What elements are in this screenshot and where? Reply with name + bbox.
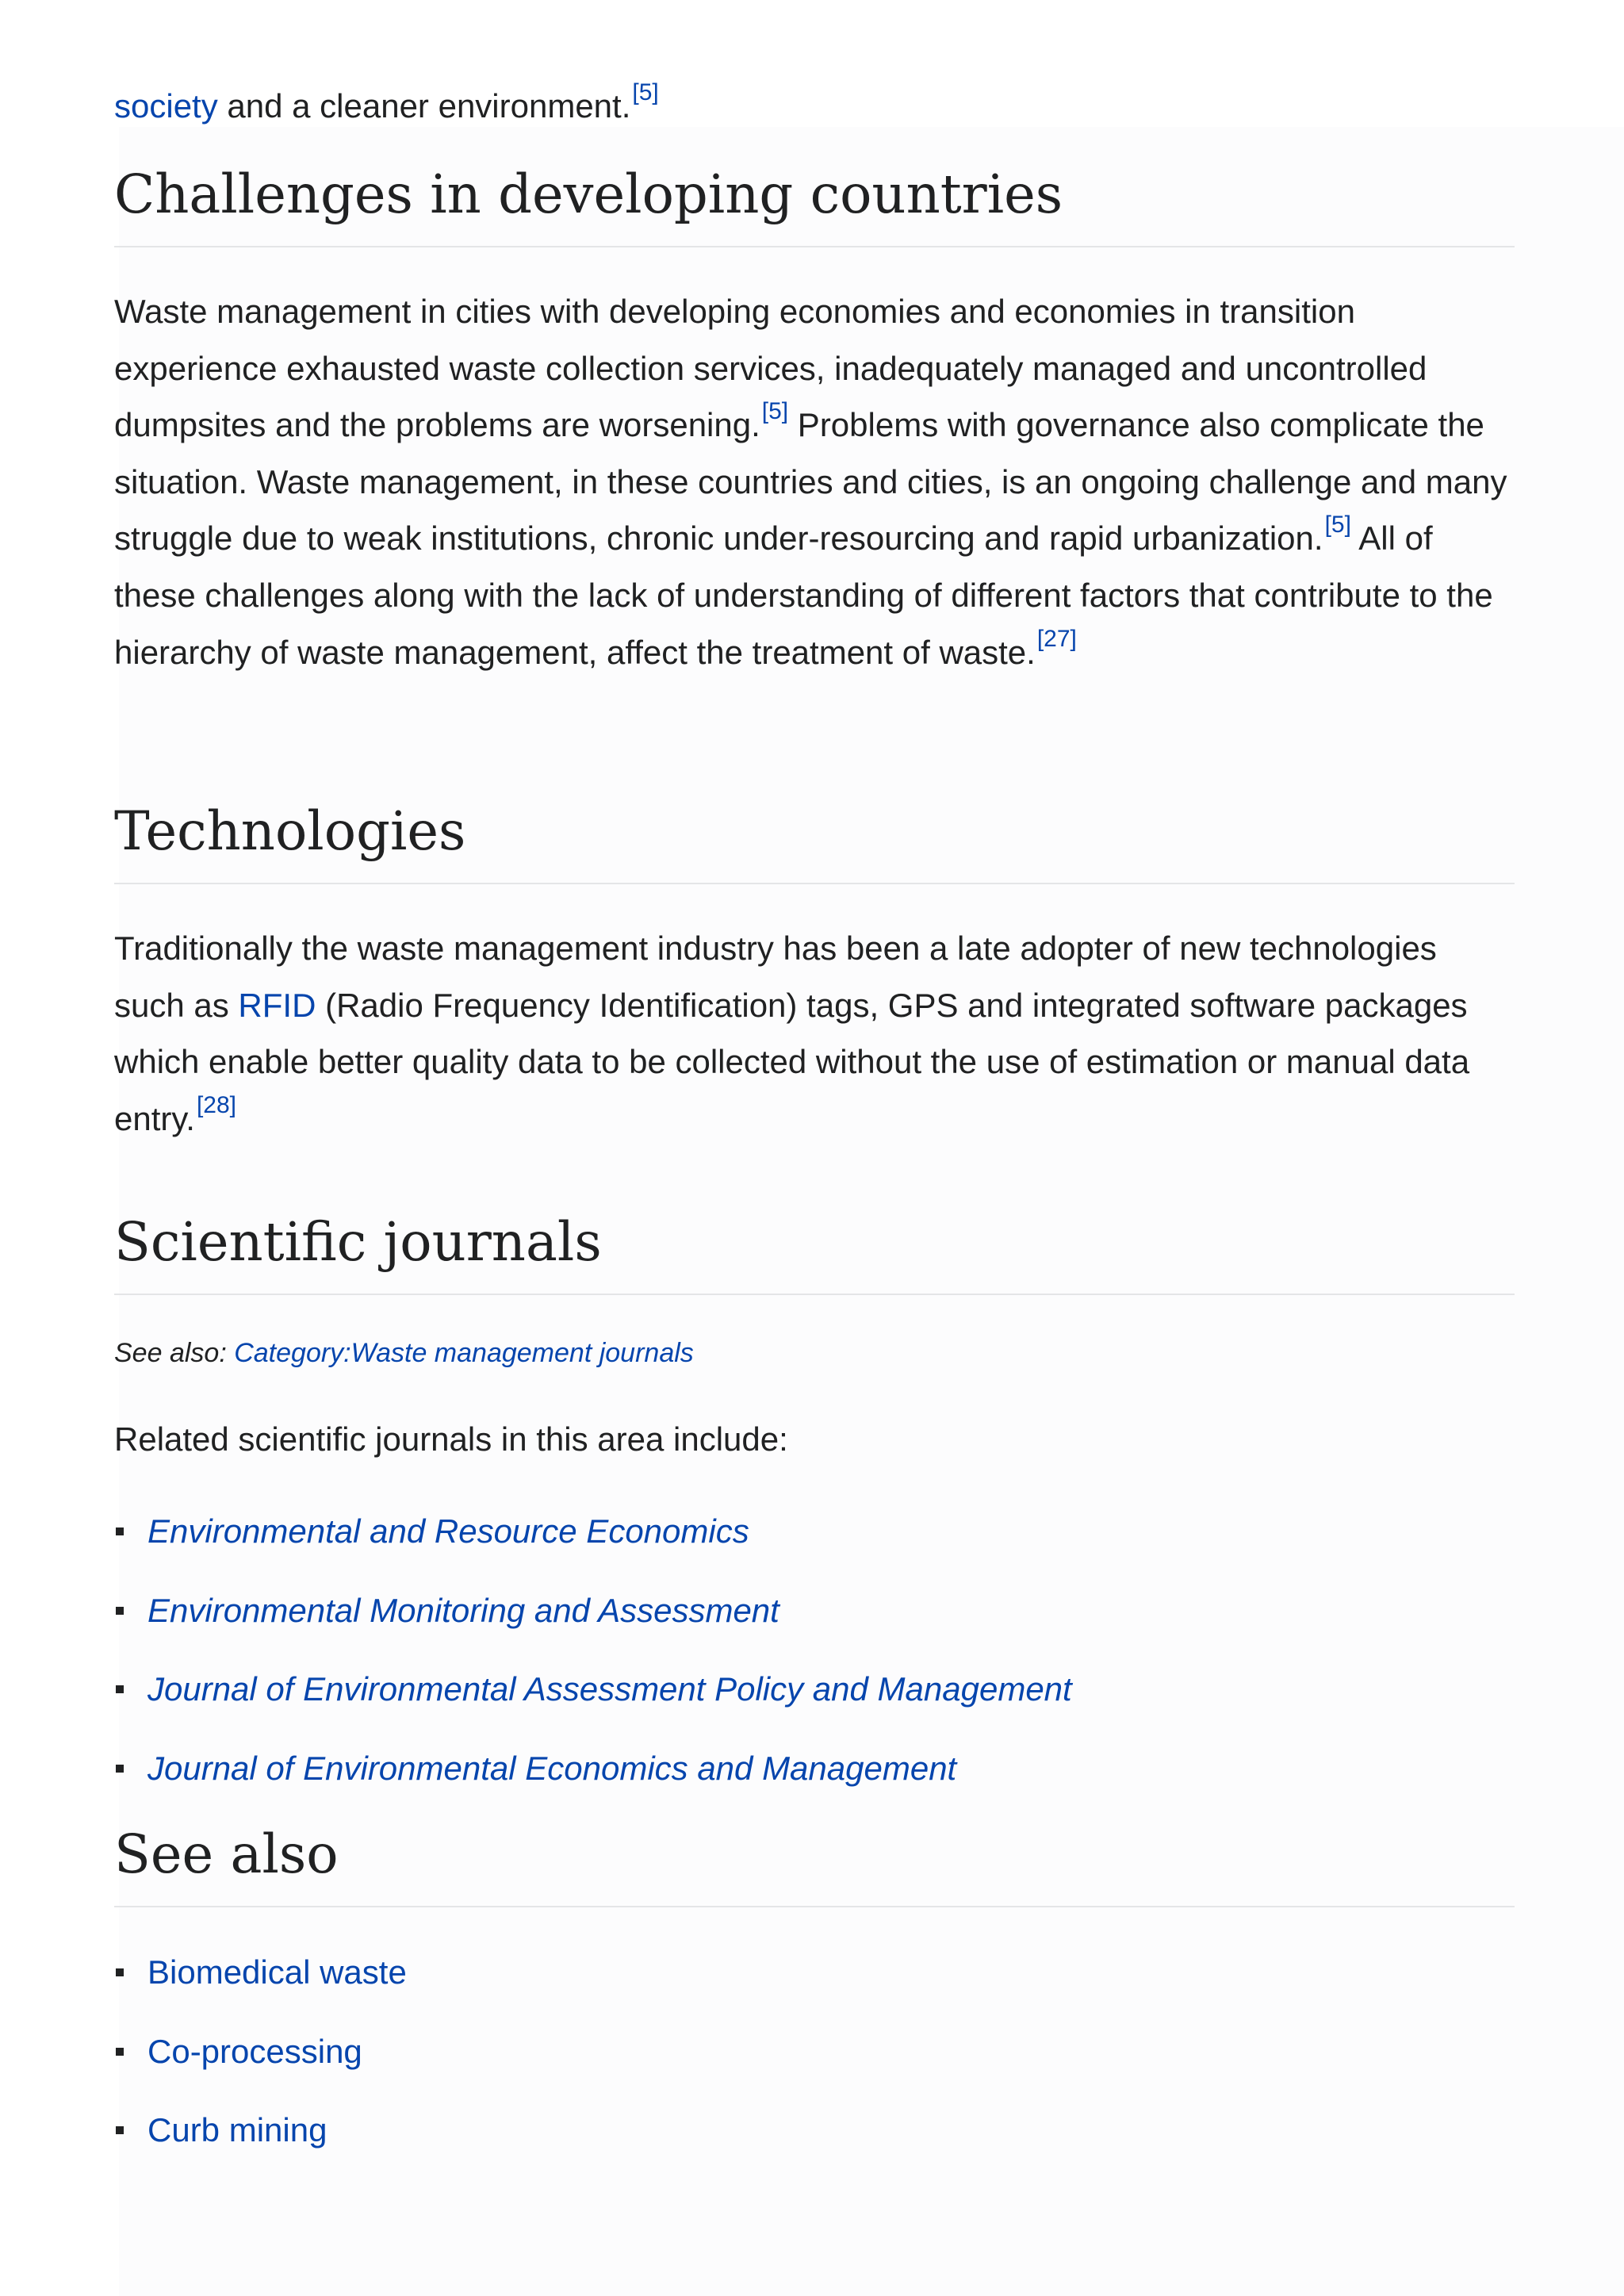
challenges-heading: Challenges in developing countries — [114, 159, 1515, 247]
lead-paragraph — [114, 81, 659, 132]
list-item — [114, 2012, 407, 2091]
reference-27[interactable] — [1037, 626, 1077, 652]
technologies-text-2: (Radio Frequency Identification) tags, GPS and integrated software packages which enable better quality data to be collected without the use of estimation or manual data entry. — [114, 986, 1470, 1137]
reference-link[interactable]: [28] — [196, 1091, 236, 1118]
challenges-text-1: Waste management in cities with developing economies and economies in transition experience exhausted waste collection services, inadequately managed and uncontrolled dumpsites and the problems are worsening. — [114, 293, 1427, 444]
reference-5[interactable] — [762, 398, 788, 424]
category-link[interactable]: Category:Waste management journals — [234, 1338, 694, 1368]
see-also-link[interactable]: Curb mining — [147, 2111, 327, 2148]
society-link[interactable]: society — [114, 87, 218, 125]
see-also-heading: See also — [114, 1819, 1515, 1907]
reference-link[interactable]: [27] — [1036, 625, 1077, 652]
list-item — [114, 1729, 1072, 1808]
see-also-link[interactable]: Biomedical waste — [147, 1953, 407, 1991]
bullet-icon — [116, 1968, 124, 1976]
journals-list — [114, 1492, 1072, 1807]
bullet-icon — [116, 1685, 124, 1693]
journal-link[interactable]: Journal of Environmental Assessment Policy and Management — [147, 1670, 1072, 1708]
challenges-text-2: Problems with governance also complicate the situation. Waste management, in these countries and cities, is an ongoing challenge and many struggle due to weak institutions, chronic under-resourcing and rapid urbanization. — [114, 406, 1507, 558]
bullet-icon — [116, 1527, 124, 1535]
reference-link[interactable]: [5] — [632, 79, 659, 105]
lead-text: and a cleaner environment. — [217, 87, 631, 125]
reference-link[interactable]: [5] — [1324, 512, 1351, 539]
list-item — [114, 1933, 407, 2012]
technologies-heading: Technologies — [114, 795, 1515, 884]
journal-link[interactable]: Environmental Monitoring and Assessment — [147, 1591, 779, 1629]
scientific-journals-heading: Scientific journals — [114, 1206, 1515, 1295]
hatnote-label: See also: — [114, 1338, 235, 1368]
list-item — [114, 1650, 1072, 1729]
see-also-list — [114, 1933, 407, 2170]
journals-intro: Related scientific journals in this area include: — [114, 1420, 788, 1458]
technologies-paragraph — [114, 920, 1515, 1147]
bullet-icon — [116, 1607, 124, 1615]
bullet-icon — [116, 2126, 124, 2134]
see-also-link[interactable]: Co-processing — [147, 2032, 362, 2070]
list-item — [114, 1492, 1072, 1571]
reference-link[interactable]: [5] — [761, 398, 789, 425]
bullet-icon — [116, 2048, 124, 2056]
journal-link[interactable]: Environmental and Resource Economics — [147, 1512, 749, 1550]
reference-5[interactable] — [632, 79, 658, 105]
list-item — [114, 1571, 1072, 1650]
bullet-icon — [116, 1765, 124, 1773]
see-also-hatnote — [114, 1333, 694, 1373]
journal-link[interactable]: Journal of Environmental Economics and Management — [147, 1749, 957, 1787]
challenges-text-3: All of these challenges along with the lack of understanding of different factors that contribute to the hierarchy of waste management, affect the treatment of waste. — [114, 519, 1493, 671]
technologies-text-1: Traditionally the waste management industry has been a late adopter of new technologies such as — [114, 930, 1437, 1024]
rfid-link[interactable]: RFID — [238, 986, 316, 1024]
challenges-paragraph — [114, 283, 1515, 680]
reference-28[interactable] — [197, 1092, 236, 1118]
list-item — [114, 2091, 407, 2170]
reference-5[interactable] — [1325, 512, 1351, 538]
